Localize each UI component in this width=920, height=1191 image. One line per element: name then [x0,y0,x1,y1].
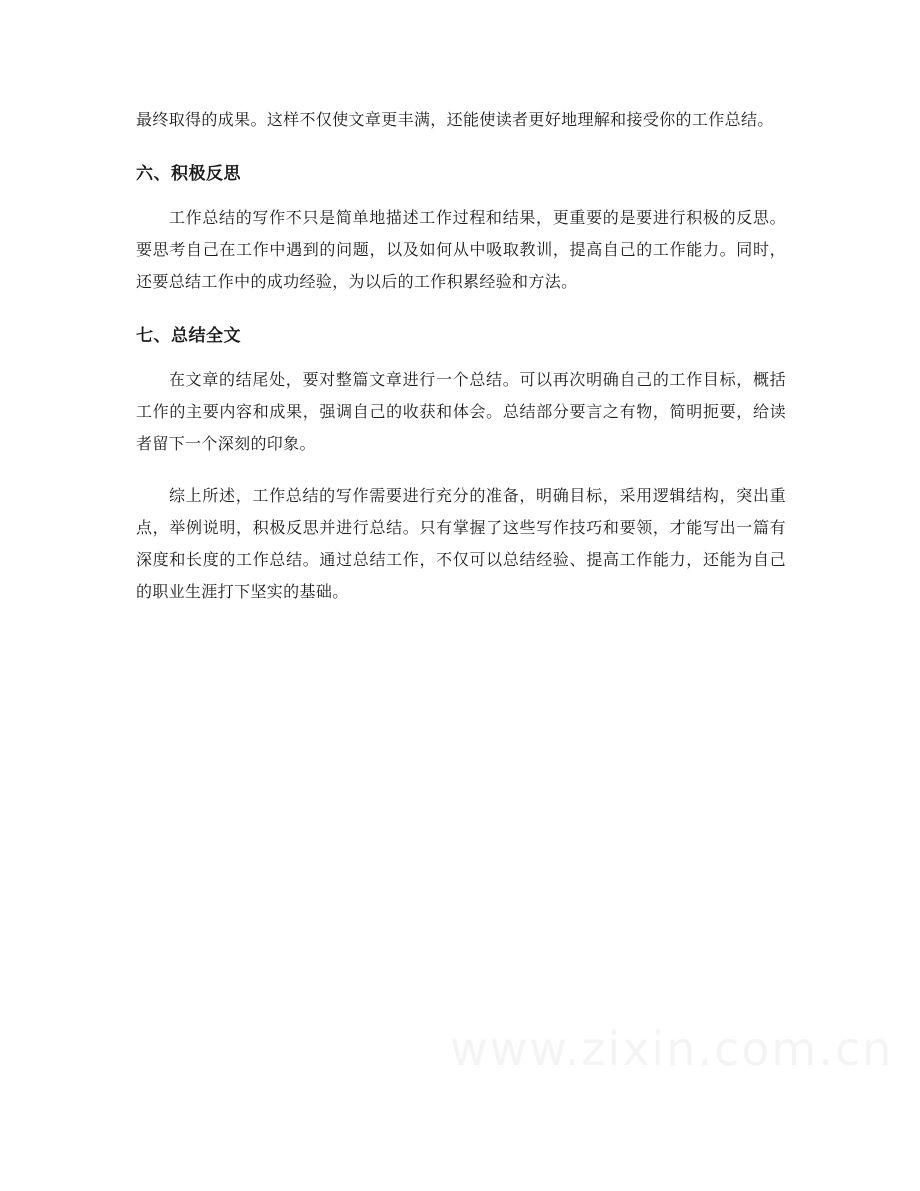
conclusion-paragraph: 综上所述，工作总结的写作需要进行充分的准备，明确目标，采用逻辑结构，突出重点，举例说明，积极反思并进行总结。只有掌握了这些写作技巧和要领，才能写出一篇有深度和长度的工作总结。通过总结工作，不仅可以总结经验、提高工作能力，还能为自己的职业生涯打下坚实的基础。 [136,486,786,601]
intro-paragraph: 最终取得的成果。这样不仅使文章更丰满，还能使读者更好地理解和接受你的工作总结。 [136,110,774,129]
section-7-paragraph: 在文章的结尾处，要对整篇文章进行一个总结。可以再次明确自己的工作目标，概括工作的主要内容和成果，强调自己的收获和体会。总结部分要言之有物，简明扼要，给读者留下一个深刻的印象。 [136,370,786,453]
watermark [450,1022,893,1076]
document-body [136,104,786,608]
section-7-heading: 七、总结全文 [136,326,241,346]
section-6-paragraph: 工作总结的写作不只是简单地描述工作过程和结果，更重要的是要进行积极的反思。要思考自己在工作中遇到的问题，以及如何从中吸取教训，提高自己的工作能力。同时，还要总结工作中的成功经验，为以后的工作积累经验和方法。 [136,208,786,291]
section-6-heading: 六、积极反思 [136,164,241,184]
